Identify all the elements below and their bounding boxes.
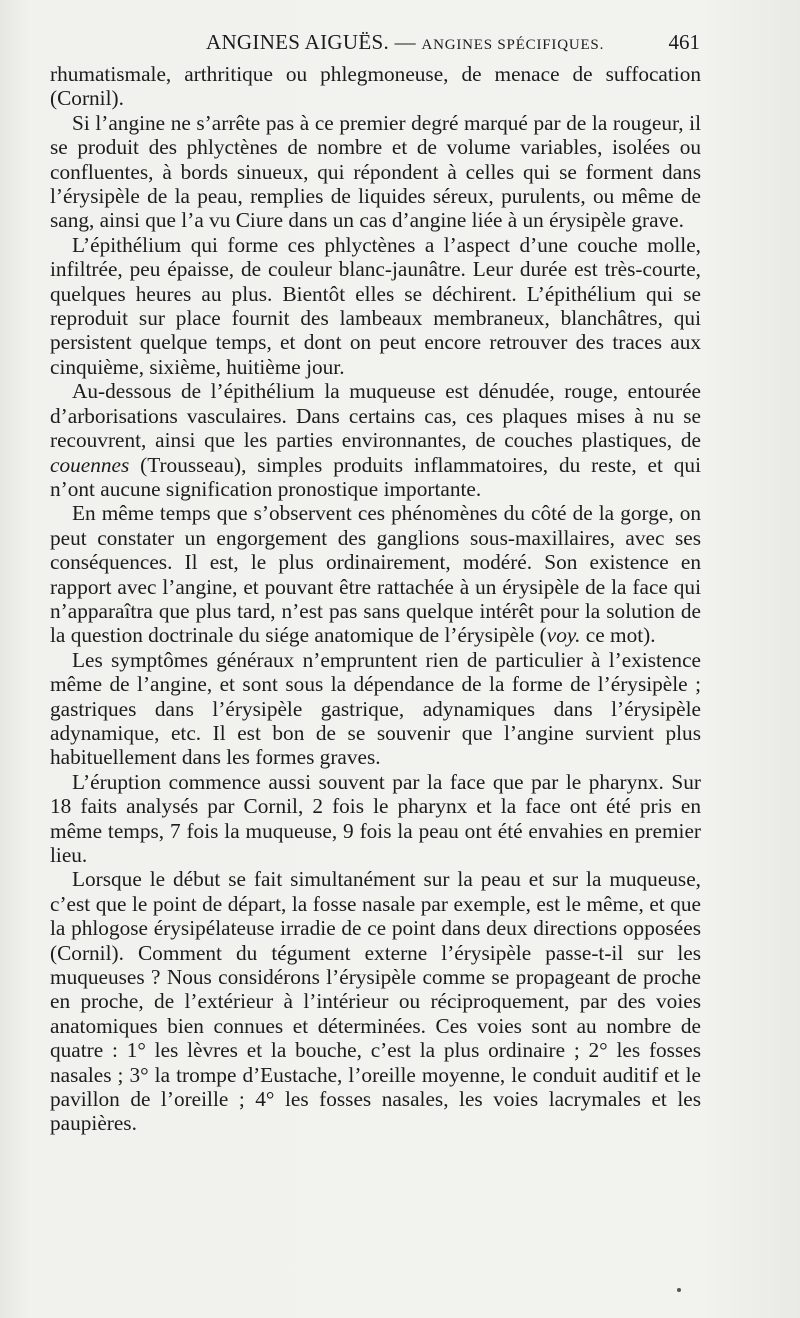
paragraph (50, 379, 701, 501)
paragraph: Les symptômes généraux n’empruntent rien de particulier à l’existence même de l’angine, et sont sous la dépendance de la forme de l’érysipèle ; gastriques dans l’érysipèle gastrique, adynamiques dans l’érysipèle adynamique, etc. Il est bon de se souvenir que l’angine survient plus habituellement dans les formes graves. (50, 647, 701, 770)
paragraph-text: Au-dessous de l’épithélium la muqueuse est dénudée, rouge, entourée d’arborisations vasculaires. Dans certains cas, ces plaques mises à nu se recouvrent, ainsi que les parties environnantes, de couches plastiques, de (50, 379, 701, 453)
header-subtitle: ANGINES SPÉCIFIQUES. (421, 37, 605, 53)
italic-term: voy. (546, 623, 581, 648)
paragraph: Si l’angine ne s’arrête pas à ce premier degré marqué par de la rougeur, il se produit des phlyctènes de nombre et de volume variables, isolées ou confluentes, à bords sinueux, qui répondent à celles qui se forment dans l’érysipèle de la peau, remplies de liquides séreux, purulents, ou même de sang, ainsi que l’a vu Ciure dans un cas d’angine liée à un érysipèle grave. (50, 110, 701, 233)
print-speck (677, 1288, 681, 1292)
paragraph: L’épithélium qui forme ces phlyctènes a l’aspect d’une couche molle, infiltrée, peu épaisse, de couleur blanc-jaunâtre. Leur durée est très-courte, quelques heures au plus. Bientôt elles se déchirent. L’épithélium qui se reproduit sur place fournit des lambeaux membraneux, blanchâtres, qui persistent quelque temps, et dont on peut encore retrouver des traces aux cinquième, sixième, huitième jour. (50, 232, 701, 379)
body-text (50, 62, 701, 1136)
paragraph: L’éruption commence aussi souvent par la face que par le pharynx. Sur 18 faits analysés par Cornil, 2 fois le pharynx et la face ont été pris en même temps, 7 fois la muqueuse, 9 fois la peau ont été envahies en premier lieu. (50, 769, 701, 867)
italic-term: couennes (50, 452, 130, 477)
paragraph (50, 501, 701, 647)
page-number: 461 (668, 30, 700, 54)
paragraph: rhumatismale, arthritique ou phlegmoneuse, de menace de suffocation (Cornil). (50, 62, 701, 111)
paragraph-text: ce mot). (580, 623, 656, 648)
running-title (206, 30, 604, 55)
header-dash: — (394, 30, 416, 54)
paragraph-text: En même temps que s’observent ces phénomènes du côté de la gorge, on peut constater un engorgement des ganglions sous-maxillaires, avec ses conséquences. Il est, le plus ordinairement, modéré. Son existence en rapport avec l’angine, et pouvant être rattachée à un érysipèle de la face qui n’apparaîtra que plus tard, n’est pas sans quelque intérêt pour la solution de la question doctrinale du siége anatomique de l’érysipèle ( (50, 501, 701, 648)
paragraph-text: (Trousseau), simples produits inflammatoires, du reste, et qui n’ont aucune signification pronostique importante. (50, 452, 701, 501)
header-title: ANGINES AIGUËS. (206, 30, 389, 54)
paragraph: Lorsque le début se fait simultanément sur la peau et sur la muqueuse, c’est que le point de départ, la fosse nasale par exemple, est le même, et que la phlogose érysipélateuse irradie de ce point dans deux directions opposées (Cornil). Comment du tégument externe l’érysipèle passe-t-il sur les muqueuses ? Nous considérons l’érysipèle comme se propageant de proche en proche, de l’extérieur à l’intérieur ou réciproquement, par des voies anatomiques bien connues et déterminées. Ces voies sont au nombre de quatre : 1° les lèvres et la bouche, c’est la plus ordinaire ; 2° les fosses nasales ; 3° la trompe d’Eustache, l’oreille moyenne, le conduit auditif et le pavillon de l’oreille ; 4° les fosses nasales, les voies lacrymales et les paupières. (50, 867, 701, 1136)
running-header (50, 30, 700, 58)
